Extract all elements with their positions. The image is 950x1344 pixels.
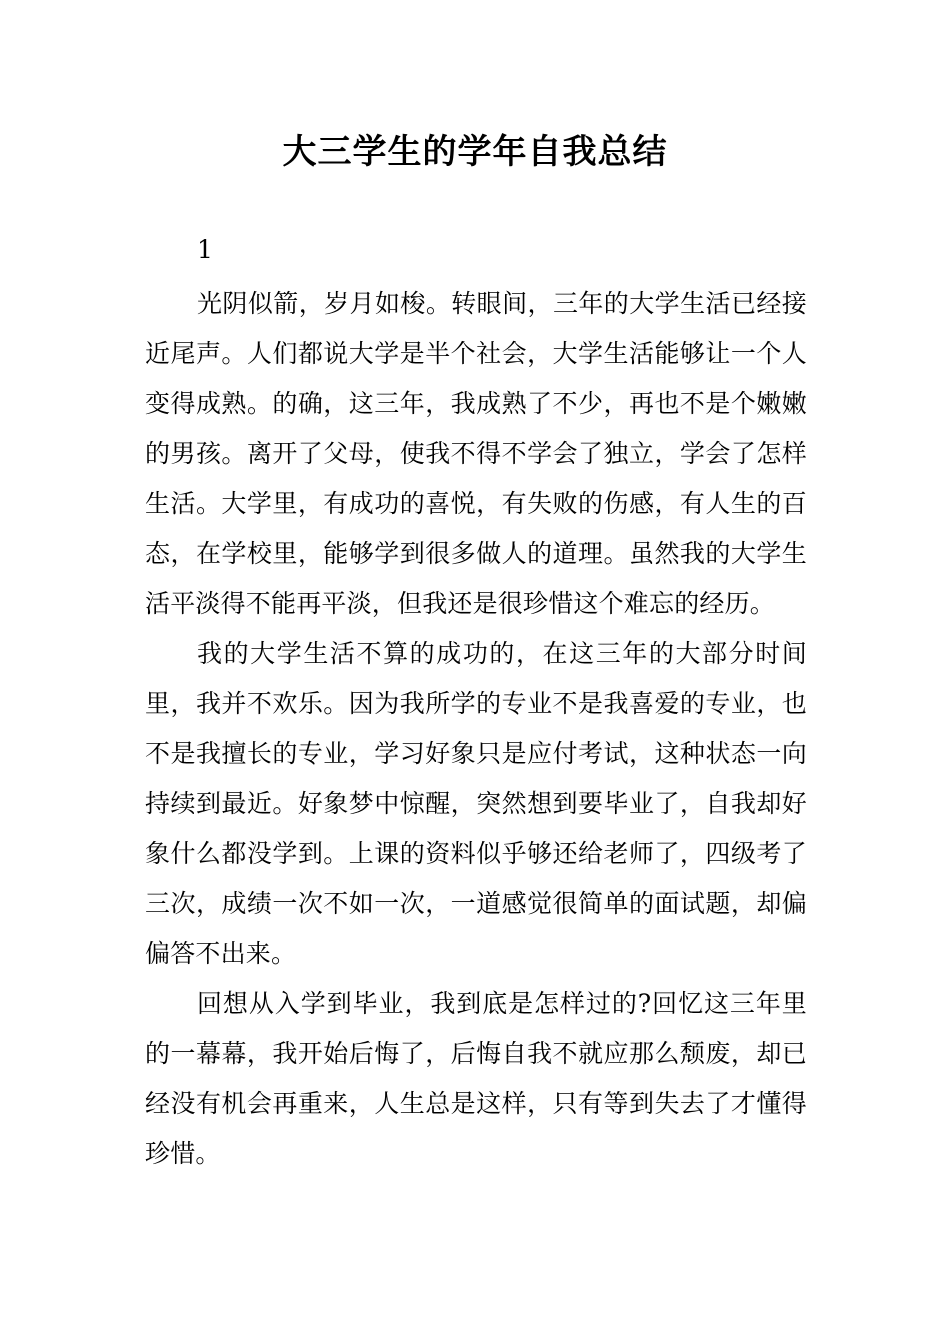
page-number: 1 [197,235,213,264]
paragraph-3: 回想从入学到毕业，我到底是怎样过的?回忆这三年里的一幕幕，我开始后悔了，后悔自我不就应那么颓废，却已经没有机会再重来，人生总是这样，只有等到失去了才懂得珍惜。 [145,989,807,1168]
paragraph-2: 我的大学生活不算的成功的，在这三年的大部分时间里，我并不欢乐。因为我所学的专业不是我喜爱的专业，也不是我擅长的专业，学习好象只是应付考试，这种状态一向持续到最近。好象梦中惊醒，突然想到要毕业了，自我却好象什么都没学到。上课的资料似乎够还给老师了，四级考了三次，成绩一次不如一次，一道感觉很简单的面试题，却偏偏答不出来。 [145,639,807,968]
document-body [145,279,807,1179]
document-title: 大三学生的学年自我总结 [282,132,668,172]
paragraph-1: 光阴似箭，岁月如梭。转眼间，三年的大学生活已经接近尾声。人们都说大学是半个社会，大学生活能够让一个人变得成熟。的确，这三年，我成熟了不少，再也不是个嫩嫩的男孩。离开了父母，使我不得不学会了独立，学会了怎样生活。大学里，有成功的喜悦，有失败的伤感，有人生的百态，在学校里，能够学到很多做人的道理。虽然我的大学生活平淡得不能再平淡，但我还是很珍惜这个难忘的经历。 [145,289,807,618]
